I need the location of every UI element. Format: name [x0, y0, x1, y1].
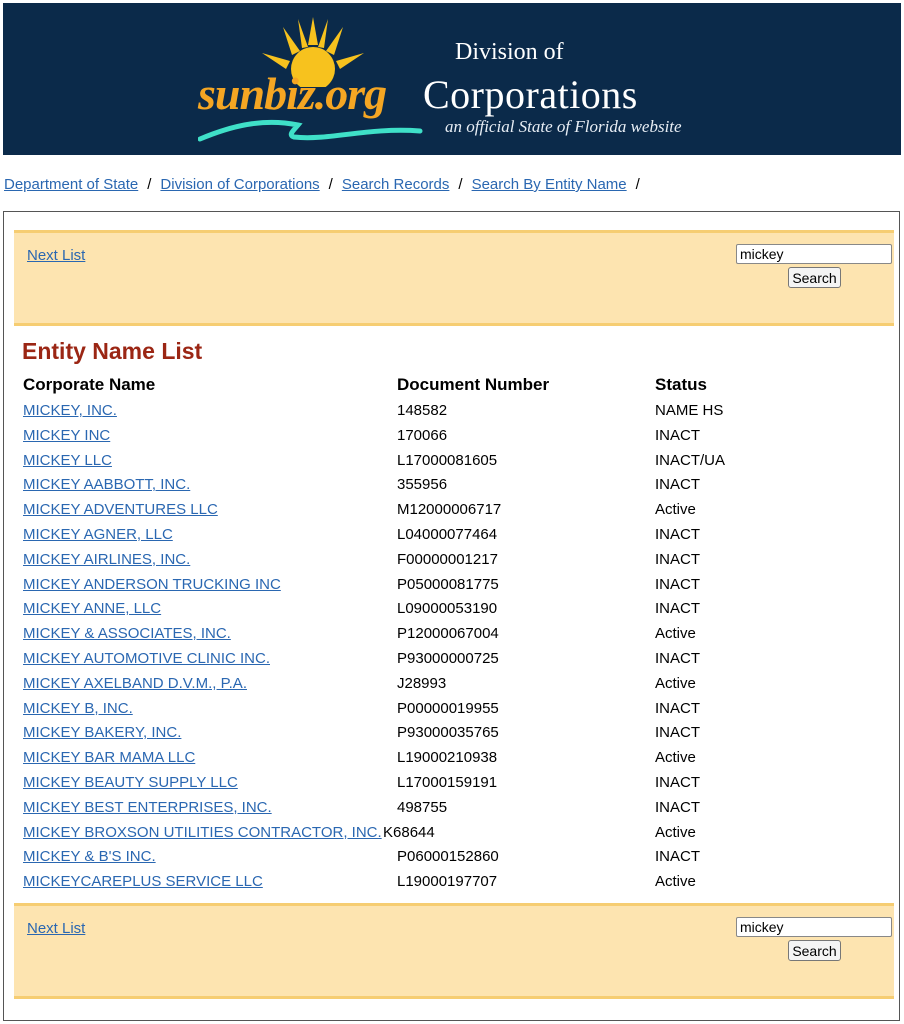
status: INACT — [655, 525, 700, 543]
status: Active — [655, 674, 696, 692]
status: INACT — [655, 476, 700, 494]
table-row — [4, 574, 884, 599]
document-number: L09000053190 — [397, 600, 498, 618]
division-of-text: Division of — [455, 39, 564, 65]
header-banner — [3, 3, 901, 155]
breadcrumb-search-by-entity-name[interactable]: Search By Entity Name — [471, 176, 627, 193]
search-results-panel — [3, 211, 900, 1021]
status: Active — [655, 625, 696, 643]
table-row — [4, 425, 884, 450]
status: Active — [655, 501, 696, 519]
corporate-name-link[interactable]: MICKEY BAR MAMA LLC — [23, 749, 196, 767]
table-row — [4, 623, 884, 648]
status: Active — [655, 873, 696, 891]
corporate-name-link[interactable]: MICKEYCAREPLUS SERVICE LLC — [23, 873, 263, 891]
corporate-name-link[interactable]: MICKEY ANDERSON TRUCKING INC — [23, 575, 281, 593]
next-list-link[interactable]: Next List — [27, 247, 86, 264]
document-number: F00000001217 — [397, 550, 498, 568]
table-row — [4, 400, 884, 425]
column-header-corporate-name: Corporate Name — [23, 375, 156, 394]
document-number: L19000210938 — [397, 749, 498, 767]
sunbiz-logo[interactable] — [198, 17, 428, 147]
corporate-name-link[interactable]: MICKEY B, INC. — [23, 699, 133, 717]
table-row — [4, 871, 884, 896]
search-input[interactable] — [736, 244, 892, 264]
corporate-name-link[interactable]: MICKEY, INC. — [23, 402, 117, 419]
table-row — [4, 450, 884, 475]
document-number: L19000197707 — [397, 873, 498, 891]
table-row — [4, 747, 884, 772]
table-row — [4, 846, 884, 871]
status: NAME HS — [655, 402, 724, 419]
corporate-name-link[interactable]: MICKEY ADVENTURES LLC — [23, 501, 218, 519]
logo-text: sunbiz.org — [198, 68, 387, 119]
status: INACT — [655, 699, 700, 717]
page-title: Entity Name List — [22, 338, 203, 364]
document-number: J28993 — [397, 674, 447, 692]
corporate-name-link[interactable]: MICKEY BROXSON UTILITIES CONTRACTOR, INC. — [23, 823, 382, 841]
document-number: P05000081775 — [397, 575, 499, 593]
entity-list — [4, 400, 884, 896]
column-header-document-number: Document Number — [397, 375, 550, 394]
search-button[interactable]: Search — [788, 940, 841, 961]
table-row — [4, 499, 884, 524]
corporate-name-link[interactable]: MICKEY AABBOTT, INC. — [23, 476, 191, 494]
document-number: P93000000725 — [397, 649, 499, 667]
breadcrumb-separator: / — [635, 176, 640, 193]
corporate-name-link[interactable]: MICKEY AUTOMOTIVE CLINIC INC. — [23, 649, 270, 667]
search-button[interactable]: Search — [788, 267, 841, 288]
table-row — [4, 822, 884, 847]
corporate-name-link[interactable]: MICKEY INC — [23, 426, 111, 444]
document-number: 498755 — [397, 798, 448, 816]
document-number: M12000006717 — [397, 501, 502, 519]
breadcrumb-search-records[interactable]: Search Records — [341, 176, 450, 193]
corporate-name-link[interactable]: MICKEY AIRLINES, INC. — [23, 550, 191, 568]
corporate-name-link[interactable]: MICKEY & B'S INC. — [23, 848, 156, 866]
corporate-name-link[interactable]: MICKEY & ASSOCIATES, INC. — [23, 625, 231, 643]
document-number: L17000081605 — [397, 451, 498, 469]
status: INACT — [655, 848, 700, 866]
status: INACT — [655, 773, 700, 791]
document-number: K68644 — [383, 823, 435, 841]
table-row — [4, 722, 884, 747]
corporate-name-link[interactable]: MICKEY LLC — [23, 451, 112, 469]
status: INACT — [655, 575, 700, 593]
status: INACT — [655, 798, 700, 816]
table-row — [4, 524, 884, 549]
table-row — [4, 772, 884, 797]
corporate-name-link[interactable]: MICKEY BEAUTY SUPPLY LLC — [23, 773, 238, 791]
table-row — [4, 673, 884, 698]
column-header-status: Status — [655, 375, 707, 394]
table-row — [4, 549, 884, 574]
tagline: an official State of Florida website — [445, 117, 682, 136]
breadcrumb-separator: / — [328, 176, 333, 193]
table-row — [4, 474, 884, 499]
search-input[interactable] — [736, 917, 892, 937]
swoosh-icon — [198, 115, 423, 145]
table-row — [4, 797, 884, 822]
document-number: P12000067004 — [397, 625, 499, 643]
breadcrumb-separator: / — [458, 176, 463, 193]
document-number: P93000035765 — [397, 724, 499, 742]
breadcrumb-division-of-corporations[interactable]: Division of Corporations — [160, 176, 320, 193]
next-list-link[interactable]: Next List — [27, 920, 86, 937]
document-number: 170066 — [397, 426, 448, 444]
breadcrumb — [4, 176, 649, 193]
corporate-name-link[interactable]: MICKEY ANNE, LLC — [23, 600, 162, 618]
corporate-name-link[interactable]: MICKEY AGNER, LLC — [23, 525, 173, 543]
status: INACT — [655, 426, 700, 444]
breadcrumb-separator: / — [147, 176, 152, 193]
corporations-text: Corporations — [423, 72, 638, 117]
table-row — [4, 598, 884, 623]
corporate-name-link[interactable]: MICKEY AXELBAND D.V.M., P.A. — [23, 674, 247, 692]
document-number: 355956 — [397, 476, 448, 494]
document-number: 148582 — [397, 402, 448, 419]
navigation-bar-bottom — [14, 903, 894, 999]
document-number: L04000077464 — [397, 525, 498, 543]
status: INACT — [655, 600, 700, 618]
navigation-bar-top — [14, 230, 894, 326]
status: INACT — [655, 724, 700, 742]
document-number: P00000019955 — [397, 699, 499, 717]
breadcrumb-department-of-state[interactable]: Department of State — [4, 176, 139, 193]
status: INACT/UA — [655, 451, 726, 469]
status: INACT — [655, 649, 700, 667]
status: Active — [655, 749, 696, 767]
document-number: L17000159191 — [397, 773, 498, 791]
document-number: P06000152860 — [397, 848, 499, 866]
corporate-name-link[interactable]: MICKEY BAKERY, INC. — [23, 724, 182, 742]
status: Active — [655, 823, 696, 841]
table-row — [4, 648, 884, 673]
corporate-name-link[interactable]: MICKEY BEST ENTERPRISES, INC. — [23, 798, 272, 816]
status: INACT — [655, 550, 700, 568]
table-row — [4, 698, 884, 723]
